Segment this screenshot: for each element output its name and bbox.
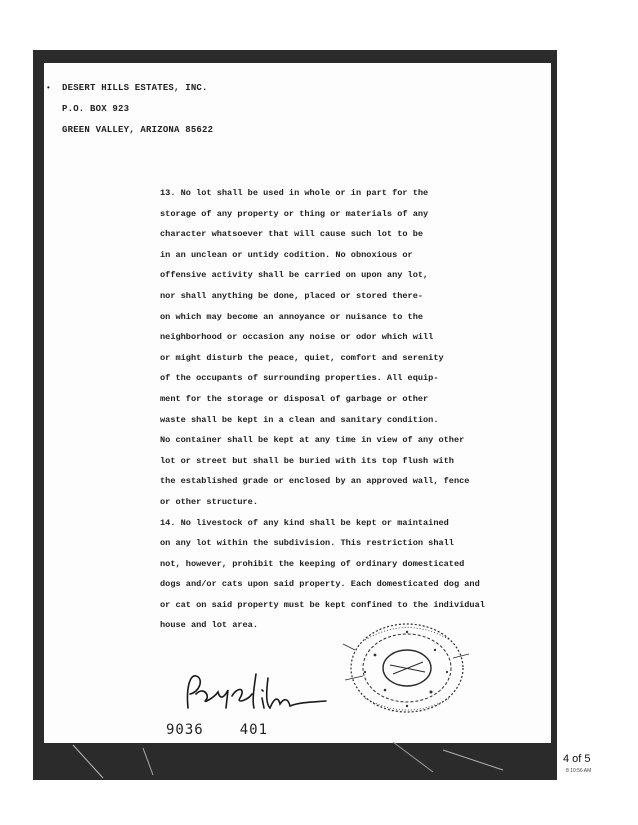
- body-line: 14. No livestock of any kind shall be kept or maintained: [160, 517, 449, 528]
- body-line: neighborhood or occasion any noise or odor which will: [160, 332, 434, 343]
- body-line: storage of any property or thing or materials of any: [160, 208, 429, 219]
- body-line: on any lot within the subdivision. This restriction shall: [160, 538, 454, 549]
- body-line: of the occupants of surrounding properties. All equip-: [160, 373, 439, 384]
- body-line: offensive activity shall be carried on upon any lot,: [160, 270, 429, 281]
- body-line: on which may become an annoyance or nuisance to the: [160, 311, 424, 322]
- body-line: or cat on said property must be kept confined to the individual: [160, 599, 485, 610]
- body-line: or might disturb the peace, quiet, comfort and serenity: [160, 352, 444, 363]
- body-line: lot or street but shall be buried with its top flush with: [160, 455, 454, 466]
- body-line: in an unclean or untidy codition. No obnoxious or: [160, 249, 413, 260]
- body-line: No container shall be kept at any time in view of any other: [160, 435, 465, 446]
- signature: [180, 668, 330, 718]
- scan-mark: •: [46, 84, 51, 93]
- docket-number: 9036: [166, 722, 204, 738]
- notary-seal-stamp: [335, 610, 475, 725]
- body-line: waste shall be kept in a clean and sanitary condition.: [160, 414, 439, 425]
- page-number: 401: [239, 722, 269, 738]
- company-po-box: P.O. BOX 923: [62, 104, 130, 114]
- body-line: or other structure.: [160, 496, 258, 507]
- company-city-state: GREEN VALLEY, ARIZONA 85622: [62, 125, 214, 135]
- body-line: nor shall anything be done, placed or stored there-: [160, 290, 424, 301]
- body-line: dogs and/or cats upon said property. Each domesticated dog and: [160, 579, 480, 590]
- scan-scratches: [33, 740, 557, 780]
- body-line: the established grade or enclosed by an approved wall, fence: [160, 476, 470, 487]
- covenant-text: [160, 183, 485, 636]
- body-line: not, however, prohibit the keeping of ordinary domesticated: [160, 558, 465, 569]
- page-indicator: 4 of 5: [563, 753, 591, 765]
- body-line: ment for the storage or disposal of garbage or other: [160, 393, 429, 404]
- body-line: character whatsoever that will cause such lot to be: [160, 229, 424, 240]
- body-line: 13. No lot shall be used in whole or in part for the: [160, 188, 429, 198]
- document-number: [166, 722, 268, 738]
- timestamp: 8 10:56 AM: [566, 768, 592, 774]
- company-name: DESERT HILLS ESTATES, INC.: [62, 83, 208, 93]
- body-line: house and lot area.: [160, 620, 258, 631]
